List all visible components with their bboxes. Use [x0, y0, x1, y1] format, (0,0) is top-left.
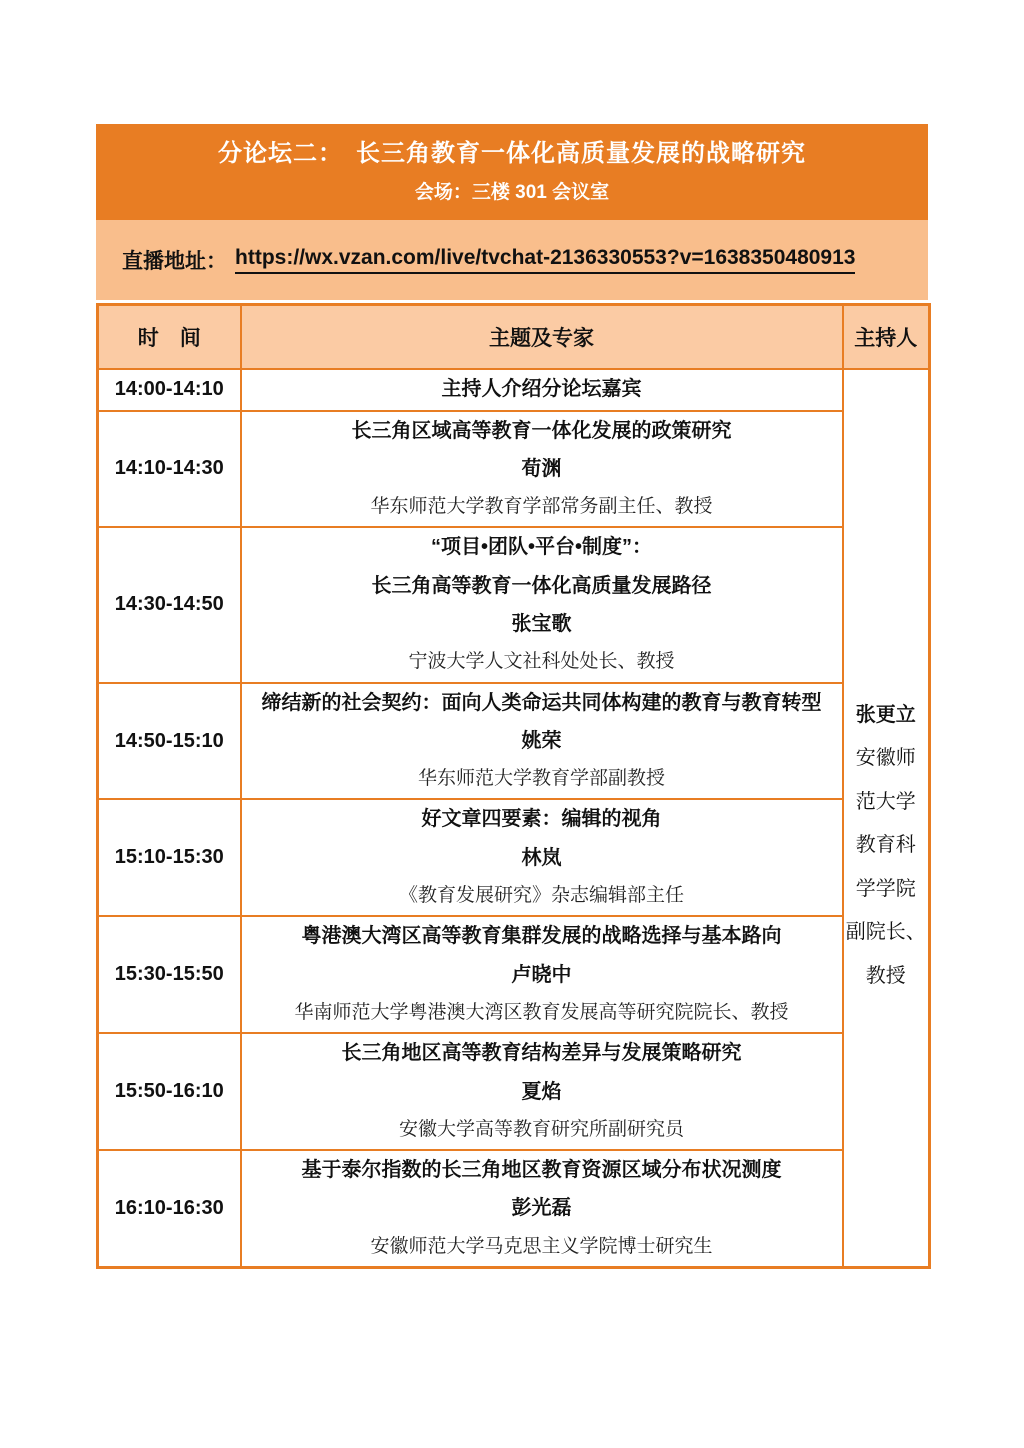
schedule-table [96, 303, 931, 1269]
speaker-name: 林岚 [521, 846, 562, 869]
session-time: 16:10-16:30 [98, 1150, 241, 1267]
speaker-affiliation: 《教育发展研究》杂志编辑部主任 [398, 885, 684, 907]
session-title: 好文章四要素：编辑的视角 [421, 808, 662, 831]
live-stream-bar [96, 220, 928, 300]
topic-cell [241, 799, 843, 916]
session-title: 粤港澳大湾区高等教育集群发展的战略选择与基本路向 [301, 925, 782, 948]
host-name: 张更立 [855, 703, 916, 726]
speaker-affiliation: 安徽大学高等教育研究所副研究员 [398, 1118, 684, 1140]
speaker-name: 卢晓中 [511, 963, 572, 986]
table-row [98, 1150, 930, 1267]
topic-cell [241, 683, 843, 800]
session-time: 15:30-15:50 [98, 916, 241, 1033]
host-affiliation-line: 教授 [865, 964, 906, 987]
session-time: 14:10-14:30 [98, 411, 241, 528]
table-row [98, 916, 930, 1033]
topic-cell [241, 369, 843, 411]
topic-cell [241, 916, 843, 1033]
session-time: 15:10-15:30 [98, 799, 241, 916]
table-row [98, 527, 930, 682]
session-title: 长三角地区高等教育结构差异与发展策略研究 [341, 1042, 742, 1065]
speaker-affiliation: 安徽师范大学马克思主义学院博士研究生 [370, 1235, 713, 1257]
speaker-name: 荀渊 [521, 457, 562, 480]
session-title: “项目•团队•平台•制度”： [430, 536, 652, 559]
session-time: 14:30-14:50 [98, 527, 241, 682]
table-row [98, 799, 930, 916]
table-row [98, 411, 930, 528]
table-row [98, 1033, 930, 1150]
topic-cell [241, 527, 843, 682]
speaker-affiliation: 宁波大学人文社科处处长、教授 [408, 651, 675, 673]
session-title: 基于泰尔指数的长三角地区教育资源区域分布状况测度 [301, 1159, 782, 1182]
topic-cell [241, 411, 843, 528]
speaker-name: 姚荣 [521, 729, 562, 752]
host-affiliation-line: 副院长、 [845, 921, 926, 944]
session-time: 14:50-15:10 [98, 683, 241, 800]
topic-cell [241, 1150, 843, 1267]
speaker-name: 夏焰 [521, 1080, 562, 1103]
host-affiliation-line: 范大学 [855, 790, 916, 813]
session-time: 14:00-14:10 [98, 369, 241, 411]
col-header-host: 主持人 [843, 305, 930, 369]
table-header-row [98, 305, 930, 369]
forum-title: 分论坛二： 长三角教育一体化高质量发展的战略研究 [218, 140, 806, 167]
col-header-topic: 主题及专家 [241, 305, 843, 369]
live-stream-link[interactable]: https://wx.vzan.com/live/tvchat-2136330553?v=1638350480913 [235, 246, 855, 274]
speaker-name: 彭光磊 [511, 1197, 572, 1220]
forum-banner [96, 124, 928, 220]
live-stream-label: 直播地址： [122, 250, 227, 273]
session-title: 缔结新的社会契约：面向人类命运共同体构建的教育与教育转型 [261, 691, 822, 714]
document-page [96, 124, 928, 1269]
topic-cell [241, 1033, 843, 1150]
session-title: 长三角区域高等教育一体化发展的政策研究 [351, 419, 732, 442]
speaker-affiliation: 华南师范大学粤港澳大湾区教育发展高等研究院院长、教授 [294, 1001, 789, 1023]
table-row [98, 683, 930, 800]
session-title: 长三角高等教育一体化高质量发展路径 [371, 574, 712, 597]
host-cell [843, 369, 930, 1268]
host-info [844, 694, 929, 999]
host-affiliation-line: 教育科 [855, 834, 916, 857]
forum-venue: 会场：三楼 301 会议室 [414, 182, 610, 203]
col-header-time: 时 间 [98, 305, 241, 369]
speaker-affiliation: 华东师范大学教育学部副教授 [417, 768, 665, 790]
host-affiliation-line: 学学院 [855, 877, 916, 900]
table-row [98, 369, 930, 411]
session-title: 主持人介绍分论坛嘉宾 [441, 378, 642, 401]
session-time: 15:50-16:10 [98, 1033, 241, 1150]
speaker-name: 张宝歌 [511, 612, 572, 635]
host-affiliation-line: 安徽师 [855, 747, 916, 770]
speaker-affiliation: 华东师范大学教育学部常务副主任、教授 [370, 496, 713, 518]
